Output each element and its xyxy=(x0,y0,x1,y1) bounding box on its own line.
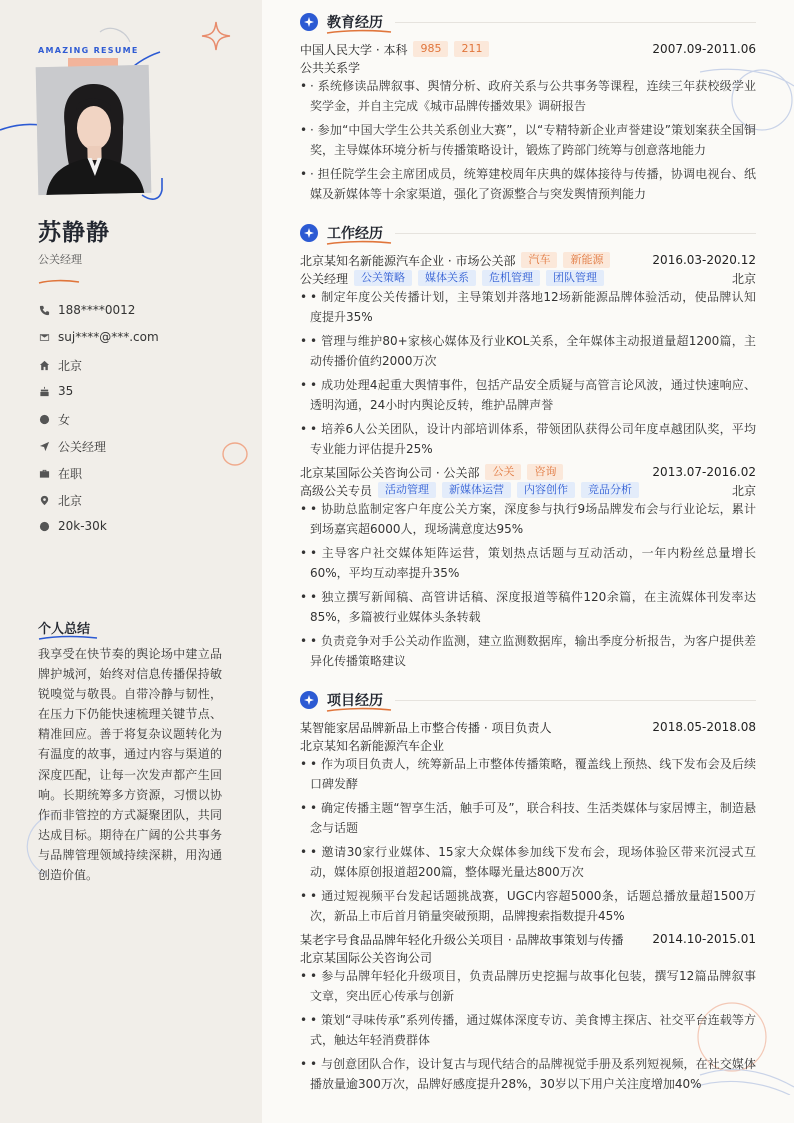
project-2-org: 北京某国际公关咨询公司 xyxy=(300,950,433,965)
list-item: • • 制定年度公关传播计划，主导策划并落地12场新能源品牌体验活动，使品牌认知度提升35% xyxy=(300,287,756,327)
project-1-org: 北京某知名新能源汽车企业 xyxy=(300,738,445,753)
project-2-org-row xyxy=(300,948,756,966)
job-2-skill: 竞品分析 xyxy=(581,482,639,498)
job-1-skill: 危机管理 xyxy=(482,270,540,286)
list-item: • • 负责竞争对手公关动作监测，建立监测数据库，输出季度分析报告，为客户提供差异化传播策略建议 xyxy=(300,631,756,671)
job-2-tag: 咨询 xyxy=(527,464,563,480)
summary-text: 我享受在快节奏的舆论场中建立品牌护城河，始终对信息传播保持敏锐嗅觉与敬畏。自带冷静与韧性，在压力下仍能快速梳理关键节点、精准回应。善于将复杂议题转化为有温度的故事，通过内容与渠道的深度匹配，让每一次发声都产生回响。长期统筹多方资源，习惯以协作而非管控的方式凝聚团队，共同达成目标。期待在广阔的公共事务与品牌管理领域持续深耕，用沟通创造价值。 xyxy=(38,647,222,883)
list-item: • • 确定传播主题“智享生活，触手可及”，联合科技、生活类媒体与家居博主，制造悬念与话题 xyxy=(300,798,756,838)
project-1-org-row xyxy=(300,736,756,754)
avatar xyxy=(36,65,152,195)
education-title: 教育经历 xyxy=(327,15,383,31)
sparkle-icon xyxy=(200,20,232,52)
info-gender xyxy=(38,411,248,428)
project-2-row xyxy=(300,930,756,948)
job-1-date: 2016.03-2020.12 xyxy=(652,253,756,267)
info-email xyxy=(38,330,248,344)
phone-value: 188****0012 xyxy=(58,303,136,317)
project-1-name: 某智能家居品牌新品上市整合传播 · 项目负责人 xyxy=(300,720,552,735)
section-underline xyxy=(326,707,392,713)
list-item: • • 成功处理4起重大舆情事件，包括产品安全质疑与高管言论风波，通过快速响应、透明沟通，24小时内舆论反转，维护品牌声誉 xyxy=(300,375,756,415)
home-value: 北京 xyxy=(58,359,83,373)
salary-value: 20k-30k xyxy=(58,519,107,533)
mail-icon xyxy=(38,331,50,343)
info-location xyxy=(38,492,248,509)
info-status xyxy=(38,465,248,482)
job-1-company-row xyxy=(300,251,756,269)
age-value: 35 xyxy=(58,384,74,398)
project-1-row xyxy=(300,718,756,736)
list-item: • • 参与品牌年轻化升级项目，负责品牌历史挖掘与故事化包装，撰写12篇品牌叙事文章，突出匠心传承与创新 xyxy=(300,966,756,1006)
job-2-tag: 公关 xyxy=(485,464,521,480)
candidate-name: 苏静静 xyxy=(38,220,110,246)
sidebar xyxy=(0,0,262,1123)
job-1-skill: 媒体关系 xyxy=(418,270,476,286)
job-1-skill: 团队管理 xyxy=(546,270,604,286)
section-rule xyxy=(395,233,756,234)
summary-title: 个人总结 xyxy=(38,622,91,637)
briefcase-icon xyxy=(38,468,50,480)
tag-985: 985 xyxy=(413,41,448,57)
info-age xyxy=(38,384,248,398)
education-major-row xyxy=(300,58,756,76)
location-value: 北京 xyxy=(58,494,83,508)
gender-icon xyxy=(38,414,50,426)
education-date: 2007.09-2011.06 xyxy=(652,42,756,56)
job-2-city: 北京 xyxy=(731,483,756,498)
salary-icon xyxy=(38,520,50,532)
project-2-date: 2014.10-2015.01 xyxy=(652,932,756,946)
info-salary xyxy=(38,519,248,533)
list-item: • • 培养6人公关团队，设计内部培训体系，带领团队获得公司年度卓越团队奖，平均专业能力评估提升25% xyxy=(300,419,756,459)
section-icon xyxy=(300,13,318,31)
cake-icon xyxy=(38,385,50,397)
list-item: • • 独立撰写新闻稿、高管讲话稿、深度报道等稿件120余篇，在主流媒体刊发率达85%，多篇被行业媒体头条转载 xyxy=(300,587,756,627)
job-1-tag: 汽车 xyxy=(521,252,557,268)
education-school-row xyxy=(300,40,756,58)
section-underline xyxy=(326,29,392,35)
job-2-position: 高级公关专员 xyxy=(300,483,373,498)
list-item: • • 通过短视频平台发起话题挑战赛，UGC内容超5000条，话题总播放量超1500万次，新品上市后首月销量突破预期，品牌搜索指数提升45% xyxy=(300,886,756,926)
status-value: 在职 xyxy=(58,467,83,481)
brand-label: AMAZING RESUME xyxy=(38,46,139,55)
job-2-company: 北京某国际公关咨询公司 · 公关部 xyxy=(300,465,480,480)
section-icon xyxy=(300,691,318,709)
info-position xyxy=(38,438,248,455)
job-2-position-row xyxy=(300,481,756,499)
job-1-company: 北京某知名新能源汽车企业 · 市场公关部 xyxy=(300,253,516,268)
project-1-bullets xyxy=(300,754,756,930)
list-item: • • 管理与维护80+家核心媒体及行业KOL关系，全年媒体主动报道量超1200篇，主动传播价值约2000万次 xyxy=(300,331,756,371)
list-item: • • 邀请30家行业媒体、15家大众媒体参加线下发布会，现场体验区带来沉浸式互动，媒体原创报道超200篇，整体曝光量达800万次 xyxy=(300,842,756,882)
info-phone xyxy=(38,303,248,317)
job-1-bullets xyxy=(300,287,756,463)
project-1-date: 2018.05-2018.08 xyxy=(652,720,756,734)
position-value: 公关经理 xyxy=(58,440,107,454)
role-underline xyxy=(38,279,80,285)
list-item: • • 协助总监制定客户年度公关方案，深度参与执行9场品牌发布会与行业论坛，累计到场嘉宾超6000人，现场满意度达95% xyxy=(300,499,756,539)
list-item: • • 与创意团队合作，设计复古与现代结合的品牌视觉手册及系列短视频，在社交媒体播放量逾300万次，品牌好感度提升28%，30岁以下用户关注度增加40% xyxy=(300,1054,756,1094)
job-2-date: 2013.07-2016.02 xyxy=(652,465,756,479)
job-1-skill: 公关策略 xyxy=(354,270,412,286)
gender-value: 女 xyxy=(58,413,71,427)
job-1-city: 北京 xyxy=(731,271,756,286)
section-underline xyxy=(326,240,392,246)
work-title: 工作经历 xyxy=(327,226,383,242)
job-2-bullets xyxy=(300,499,756,675)
major: 公共关系学 xyxy=(300,60,361,75)
list-item: • · 担任院学生会主席团成员，统筹建校周年庆典的媒体接待与传播，协调电视台、纸媒及新媒体等十余家渠道，强化了资源整合与突发舆情预判能力 xyxy=(300,164,756,204)
job-1-position-row xyxy=(300,269,756,287)
phone-icon xyxy=(38,304,50,316)
education-bullets xyxy=(300,76,756,208)
section-icon xyxy=(300,224,318,242)
section-rule xyxy=(395,700,756,701)
list-item: • • 策划“寻味传承”系列传播，通过媒体深度专访、美食博主探店、社交平台连载等方式，触达年轻消费群体 xyxy=(300,1010,756,1050)
tag-211: 211 xyxy=(454,41,489,57)
home-icon xyxy=(38,360,50,372)
summary-underline xyxy=(38,635,98,641)
list-item: • · 系统修读品牌叙事、舆情分析、政府关系与公共事务等课程，连续三年获校级学业奖学金，并自主完成《城市品牌传播效果》调研报告 xyxy=(300,76,756,116)
send-icon xyxy=(38,441,50,453)
email-value: suj****@***.com xyxy=(58,330,159,344)
job-1-position: 公关经理 xyxy=(300,271,349,286)
job-2-skill: 内容创作 xyxy=(517,482,575,498)
section-rule xyxy=(395,22,756,23)
list-item: • · 参加“中国大学生公共关系创业大赛”，以“专精特新企业声誉建设”策划案获全国铜奖，主导媒体环境分析与传播策略设计，锻炼了跨部门统筹与创意落地能力 xyxy=(300,120,756,160)
location-icon xyxy=(38,495,50,507)
list-item: • • 主导客户社交媒体矩阵运营，策划热点话题与互动活动，一年内粉丝总量增长60%，平均互动率提升35% xyxy=(300,543,756,583)
projects-title: 项目经历 xyxy=(327,693,383,709)
project-2-name: 某老字号食品品牌年轻化升级公关项目 · 品牌故事策划与传播 xyxy=(300,932,624,947)
job-1-tag: 新能源 xyxy=(563,252,610,268)
list-item: • • 作为项目负责人，统筹新品上市整体传播策略，覆盖线上预热、线下发布会及后续口碑发酵 xyxy=(300,754,756,794)
job-2-company-row xyxy=(300,463,756,481)
school-name: 中国人民大学 · 本科 xyxy=(300,42,408,57)
job-2-skill: 新媒体运营 xyxy=(442,482,511,498)
project-2-bullets xyxy=(300,966,756,1098)
candidate-role: 公关经理 xyxy=(38,253,82,266)
job-2-skill: 活动管理 xyxy=(378,482,436,498)
portrait-image xyxy=(36,65,152,195)
info-home xyxy=(38,357,248,374)
